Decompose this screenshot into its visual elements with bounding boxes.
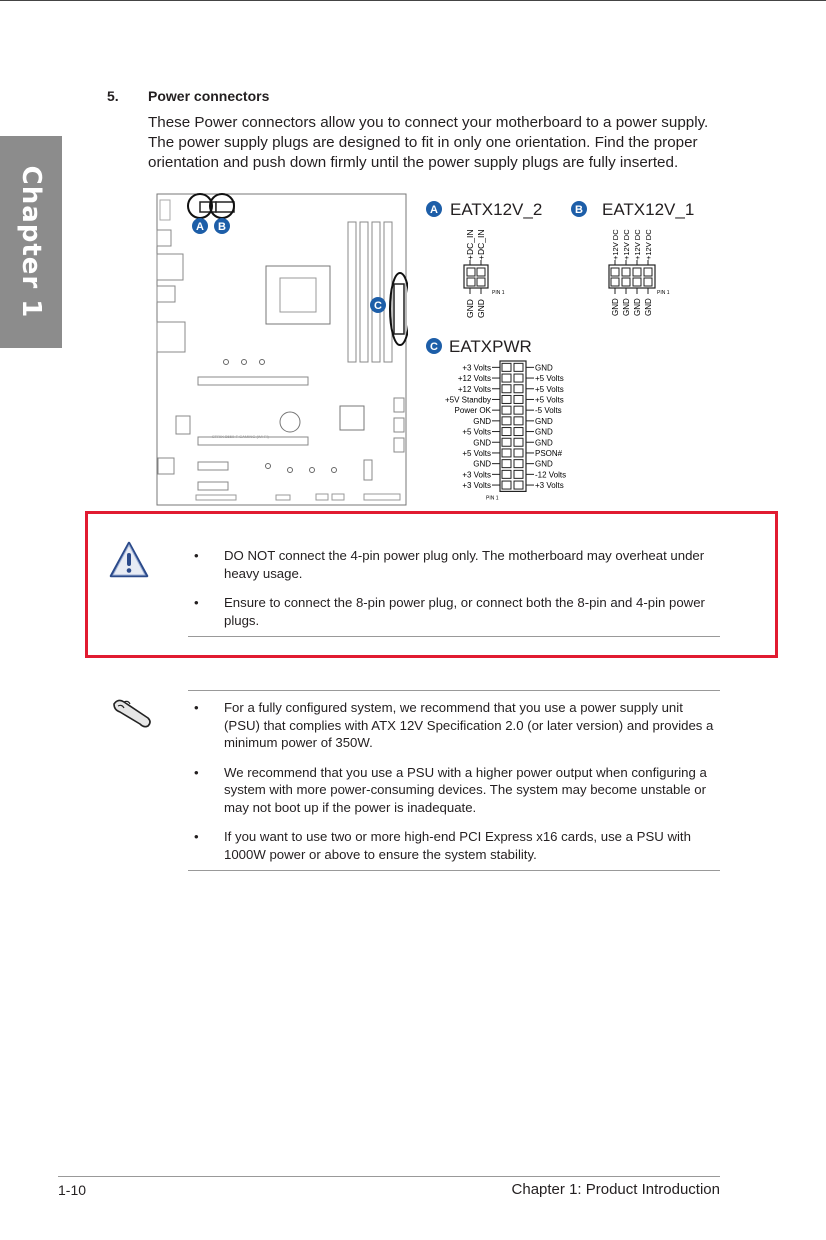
eatxpwr-right-label: PSON# [535, 448, 563, 458]
eatxpwr-left-label: +3 Volts [462, 363, 491, 373]
eatx12v-1-top-pin-3: +12V DC [633, 229, 642, 260]
eatx12v-1-top-pin-1: +12V DC [611, 229, 620, 260]
caution-item: • Ensure to connect the 8-pin power plug, or connect both the 8-pin and 4-pin power plugs. [192, 594, 720, 629]
top-rule [0, 0, 826, 1]
section-number: 5. [107, 88, 119, 104]
eatx12v-2-pin1: PIN 1 [492, 290, 505, 296]
eatxpwr-left-label: +5V Standby [444, 395, 491, 405]
eatxpwr-right-label: +5 Volts [535, 384, 564, 394]
eatxpwr-connector [445, 361, 566, 501]
svg-text:C: C [374, 300, 382, 312]
note-top-divider [188, 690, 720, 691]
eatxpwr-left-label: Power OK [454, 406, 491, 416]
svg-text:A: A [430, 204, 438, 216]
eatxpwr-title [426, 337, 532, 356]
marker-c [370, 297, 386, 313]
eatx12v-2-bottom-pin-2: GND [476, 299, 486, 318]
marker-a [192, 218, 208, 234]
note-item: • If you want to use two or more high-end PCI Express x16 cards, use a PSU with 1000W power or above to ensure the system stability. [192, 828, 720, 863]
eatxpwr-left-label: GND [473, 459, 491, 469]
note-list [192, 699, 720, 875]
eatxpwr-right-label: +3 Volts [535, 481, 564, 491]
svg-text:B: B [575, 204, 583, 216]
board-model-label: STRIX B550-F GAMING (WI-FI) [212, 434, 269, 439]
eatxpwr-right-label: GND [535, 427, 553, 437]
eatxpwr-right-label: GND [535, 459, 553, 469]
eatx12v-1-top-pin-4: +12V DC [644, 229, 653, 260]
note-item: • For a fully configured system, we recommend that you use a power supply unit (PSU) that complies with ATX 12V Specification 2.0 (or later version) and provides a minimum power of 350W. [192, 699, 720, 752]
eatxpwr-left-label: +12 Volts [457, 384, 491, 394]
eatx12v-2-bottom-pin-1: GND [465, 299, 475, 318]
eatx12v-1-bottom-pin-3: GND [633, 298, 642, 316]
eatxpwr-left-label: +3 Volts [462, 481, 491, 491]
eatx12v-2-top-pin-1: +DC_IN [465, 229, 475, 260]
page-number: 1-10 [58, 1182, 87, 1198]
warning-triangle-icon [108, 540, 150, 580]
eatx12v-1-pin1: PIN 1 [657, 290, 670, 296]
footer-chapter-title: Chapter 1: Product Introduction [511, 1181, 720, 1198]
caution-divider [188, 636, 720, 637]
eatxpwr-left-label: +5 Volts [462, 427, 491, 437]
eatxpwr-right-label: GND [535, 438, 553, 448]
section-title: Power connectors [148, 88, 270, 104]
eatx12v-1-top-pin-2: +12V DC [622, 229, 631, 260]
eatxpwr-left-label: +12 Volts [457, 374, 491, 384]
caution-list [192, 547, 720, 641]
chapter-tab-label: Chapter 1 [16, 165, 46, 319]
note-item: • We recommend that you use a PSU with a higher power output when configuring a system with more power-consuming devices. The system may become unstable or may not boot up if the power is inadequate. [192, 764, 720, 817]
caution-item: • DO NOT connect the 4-pin power plug only. The motherboard may overheat under heavy usage. [192, 547, 720, 582]
svg-text:C: C [430, 341, 438, 353]
marker-b [214, 218, 230, 234]
chapter-tab [0, 136, 62, 348]
eatxpwr-left-label: +3 Volts [462, 470, 491, 480]
pinout-diagrams [420, 190, 720, 502]
eatx12v-1-bottom-pin-4: GND [644, 298, 653, 316]
eatxpwr-right-label: +5 Volts [535, 374, 564, 384]
svg-text:EATX12V_1: EATX12V_1 [602, 200, 695, 219]
note-bottom-divider [188, 870, 720, 871]
eatxpwr-left-label: +5 Volts [462, 448, 491, 458]
eatxpwr-right-label: -12 Volts [535, 470, 567, 480]
eatxpwr-left-label: GND [473, 416, 491, 426]
section-intro: These Power connectors allow you to connect your motherboard to a power supply. The power supply plugs are designed to fit in only one orientation. Find the proper orientation and push down firmly until the power supply plugs are fully inserted. [148, 114, 709, 171]
eatxpwr-pin1: PIN 1 [486, 495, 499, 502]
eatx12v-1-bottom-pin-1: GND [611, 298, 620, 316]
eatx12v-1-bottom-pin-2: GND [622, 298, 631, 316]
svg-text:EATX12V_2: EATX12V_2 [450, 200, 543, 219]
eatx12v-2-title [426, 200, 542, 219]
eatx12v-2-top-pin-2: +DC_IN [476, 229, 486, 260]
eatxpwr-housing [500, 361, 526, 491]
footer-rule [58, 1176, 720, 1177]
svg-text:A: A [196, 221, 204, 233]
eatxpwr-right-label: -5 Volts [535, 406, 562, 416]
eatxpwr-right-label: +5 Volts [535, 395, 564, 405]
eatxpwr-right-label: GND [535, 416, 553, 426]
svg-text:B: B [218, 221, 226, 233]
eatx12v-1-title [571, 200, 694, 219]
motherboard-diagram [156, 192, 408, 508]
eatxpwr-left-label: GND [473, 438, 491, 448]
eatxpwr-right-label: GND [535, 363, 553, 373]
svg-text:EATXPWR: EATXPWR [449, 337, 532, 356]
note-hand-icon [110, 696, 154, 730]
